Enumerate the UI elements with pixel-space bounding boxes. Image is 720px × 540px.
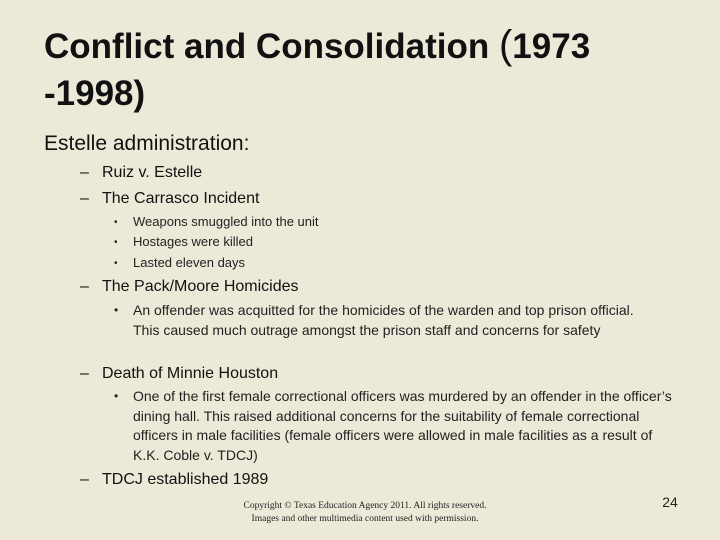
sub-item-text: One of the first female correctional officers was murdered by an offender in the officer’s dining hall. This raised additional concerns for the suitability of female correctional officers in male facilities (female officers were allowed in male facilities as a result of K.K. Coble v. TDCJ) — [133, 388, 672, 463]
sub-item-text: Lasted eleven days — [133, 255, 246, 270]
dash-marker: – — [80, 365, 89, 382]
sub-item-text: Hostages were killed — [133, 234, 253, 249]
sub-item — [114, 253, 245, 274]
title-main: Conflict and Consolidation — [44, 27, 499, 66]
title-years-start: 1973 — [512, 27, 591, 66]
title-years-end: -1998) — [44, 74, 146, 113]
list-item-label: The Carrasco Incident — [102, 190, 260, 207]
sub-item-text: An offender was acquitted for the homicides of the warden and top prison official. This caused much outrage amongst the prison staff and concerns for safety — [133, 302, 634, 338]
sub-item — [114, 212, 319, 233]
dash-marker: – — [80, 278, 89, 295]
slide-title — [44, 22, 684, 117]
permission-line: Images and other multimedia content used with permission. — [251, 514, 479, 524]
bullet-marker: • — [114, 217, 118, 228]
list-item-label: TDCJ established 1989 — [102, 471, 269, 488]
copyright-notice — [225, 500, 505, 526]
page-number: 24 — [662, 494, 678, 510]
list-item — [80, 277, 299, 297]
sub-item — [114, 301, 659, 340]
dash-marker: – — [80, 471, 89, 488]
dash-marker: – — [80, 164, 89, 181]
section-heading: Estelle administration: — [44, 132, 250, 155]
sub-item — [114, 232, 253, 253]
list-item-label: The Pack/Moore Homicides — [102, 278, 299, 295]
bullet-marker: • — [114, 389, 119, 403]
copyright-line: Copyright © Texas Education Agency 2011. All rights reserved. — [243, 501, 487, 511]
bullet-marker: • — [114, 303, 119, 317]
dash-marker: – — [80, 190, 89, 207]
list-item — [80, 163, 202, 183]
list-item — [80, 364, 278, 384]
list-item-label: Ruiz v. Estelle — [102, 164, 203, 181]
sub-item-text: Weapons smuggled into the unit — [133, 214, 319, 229]
sub-item — [114, 387, 679, 465]
list-item — [80, 470, 268, 490]
list-item — [80, 189, 259, 209]
bullet-marker: • — [114, 237, 118, 248]
list-item-label: Death of Minnie Houston — [102, 365, 279, 382]
title-paren: ( — [498, 23, 513, 67]
bullet-marker: • — [114, 258, 118, 269]
